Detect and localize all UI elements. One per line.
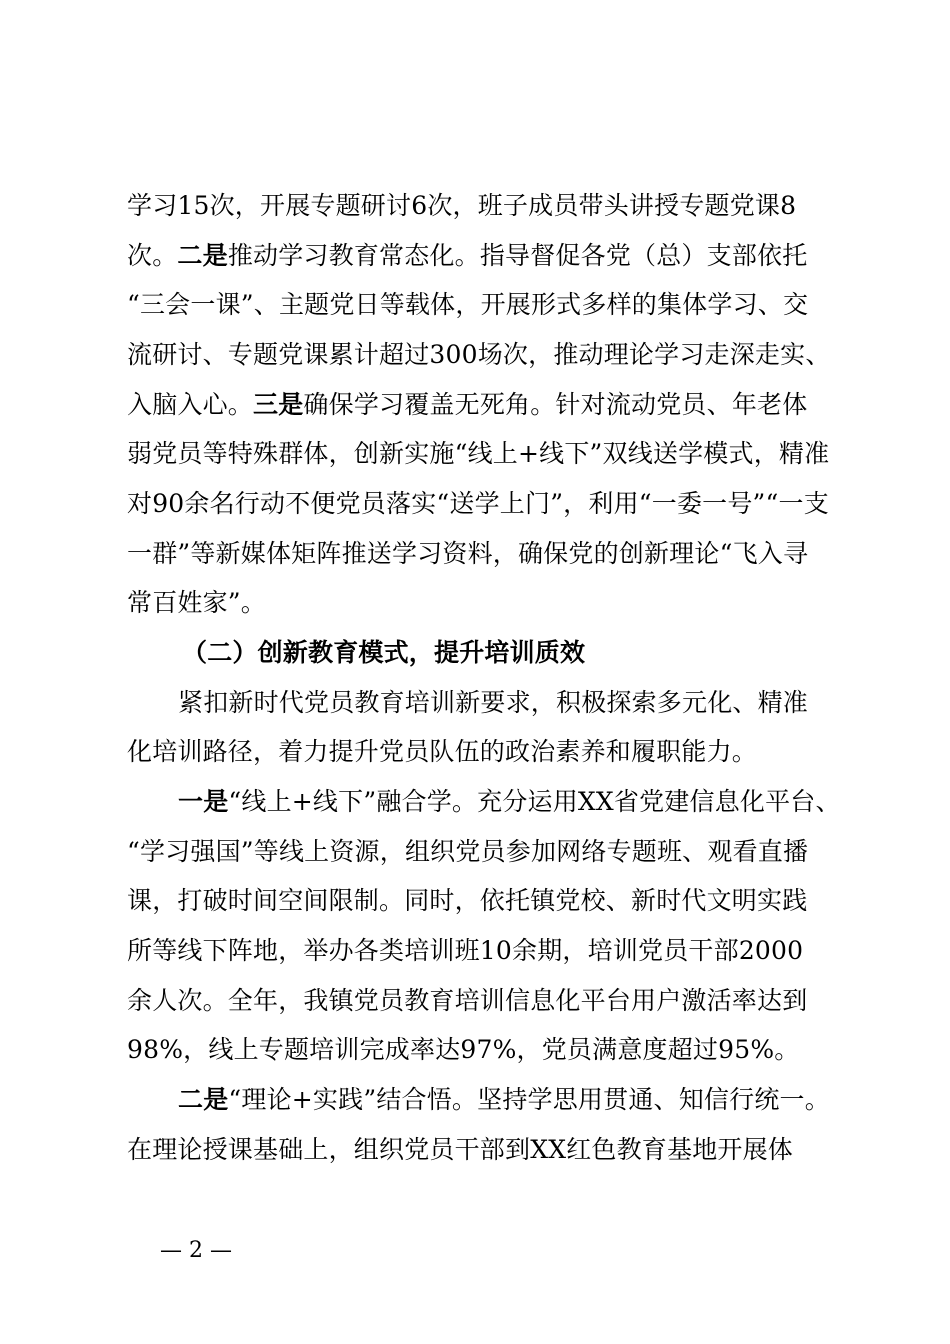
body-text: 推动学习教育常态化。指导督促各党（总）支部依托: [227, 241, 808, 270]
body-text-line: 弱党员等特殊群体，创新实施“线上+线下”双线送学模式，精准: [127, 439, 830, 468]
body-text-line: 一群”等新媒体矩阵推送学习资料，确保党的创新理论“飞入寻: [127, 539, 809, 568]
body-text-line: [127, 390, 807, 420]
body-text-line: 对90余名行动不便党员落实“送学上门”，利用“一委一号”“一支: [127, 489, 829, 518]
body-text-line: 化培训路径，着力提升党员队伍的政治素养和履职能力。: [127, 737, 758, 766]
section-heading: （二）创新教育模式，提升培训质效: [182, 638, 586, 667]
body-text: “线上+线下”融合学。充分运用XX省党建信息化平台、: [228, 787, 841, 816]
body-text-line: 在理论授课基础上，组织党员干部到XX红色教育基地开展体: [127, 1135, 793, 1164]
bold-lead-phrase: 三是: [253, 390, 304, 419]
page-number: — 2 —: [160, 1238, 232, 1263]
body-text-line: 98%，线上专题培训完成率达97%，党员满意度超过95%。: [127, 1035, 800, 1064]
body-text-line: 紧扣新时代党员教育培训新要求，积极探索多元化、精准: [178, 688, 809, 717]
body-text-line: [127, 241, 807, 271]
body-text-line: 课，打破时间空间限制。同时，依托镇党校、新时代文明实践: [127, 886, 808, 915]
body-text-line: [178, 787, 841, 817]
body-text-line: 流研讨、专题党课累计超过300场次，推动理论学习走深走实、: [127, 340, 831, 369]
bold-lead-phrase: 二是: [177, 241, 228, 270]
body-text: 确保学习覆盖无死角。针对流动党员、年老体: [303, 390, 808, 419]
bold-lead-phrase: 二是: [178, 1085, 229, 1114]
body-text-line: 所等线下阵地，举办各类培训班10余期，培训党员干部2000: [127, 936, 804, 965]
body-text-line: 余人次。全年，我镇党员教育培训信息化平台用户激活率达到: [127, 986, 808, 1015]
bold-lead-phrase: 一是: [178, 787, 229, 816]
body-text-line: [178, 1085, 830, 1115]
body-text: “理论+实践”结合悟。坚持学思用贯通、知信行统一。: [228, 1085, 830, 1114]
body-text-line: “三会一课”、主题党日等载体，开展形式多样的集体学习、交: [127, 290, 809, 319]
body-text: 次。: [127, 241, 178, 270]
body-text-line: 常百姓家”。: [127, 588, 266, 617]
body-text-line: “学习强国”等线上资源，组织党员参加网络专题班、观看直播: [127, 837, 809, 866]
body-text: 入脑入心。: [127, 390, 254, 419]
body-text-line: 学习15次，开展专题研讨6次，班子成员带头讲授专题党课8: [127, 191, 797, 220]
